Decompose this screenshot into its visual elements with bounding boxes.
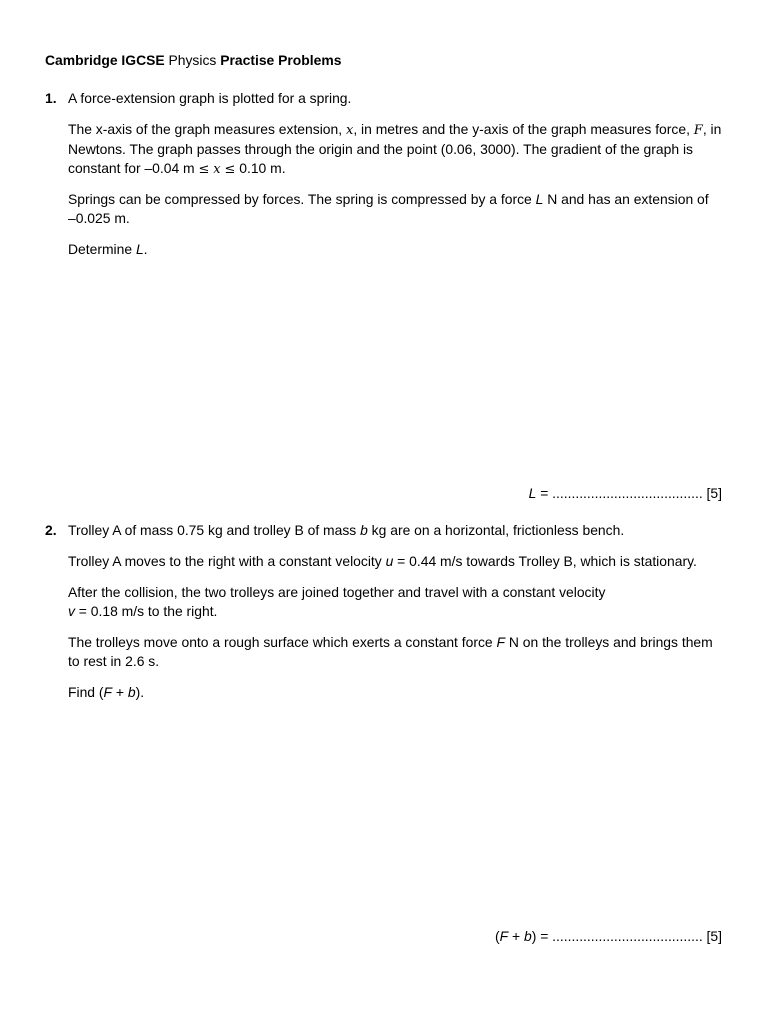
question-1-number: 1. — [45, 90, 57, 106]
question-1-answer-line[interactable]: L = ....................................... [5] — [528, 485, 722, 501]
q2-p4-line2: to rest in 2.6 s. — [68, 653, 160, 669]
q1-p2-line1: The x-axis of the graph measures extension, x, in metres and the y-axis of the graph measures force, F, in — [68, 121, 722, 138]
q1-p2-line3: constant for –0.04 m ≤ x ≤ 0.10 m. — [68, 160, 286, 177]
q1-p2-line2: Newtons. The graph passes through the origin and the point (0.06, 3000). The gradient of the graph is — [68, 141, 693, 157]
question-1-compression — [68, 190, 728, 228]
question-2-velocity: Trolley A moves to the right with a constant velocity u = 0.44 m/s towards Trolley B, which is stationary. — [68, 553, 697, 569]
q1-p3-line1: Springs can be compressed by forces. The spring is compressed by a force L N and has an extension of — [68, 191, 709, 207]
question-2-number: 2. — [45, 522, 57, 538]
q2-p3-line1: After the collision, the two trolleys are joined together and travel with a constant velocity — [68, 584, 606, 600]
title-exam-board: Cambridge IGCSE — [45, 52, 165, 68]
question-2-collision — [68, 583, 728, 621]
title-doc-type: Practise Problems — [220, 52, 342, 68]
question-2-answer-line[interactable]: (F + b) = ....................................... [5] — [495, 928, 722, 944]
question-2-intro: Trolley A of mass 0.75 kg and trolley B of mass b kg are on a horizontal, frictionless bench. — [68, 522, 625, 538]
question-2-task: Find (F + b). — [68, 684, 145, 700]
q2-p4-line1: The trolleys move onto a rough surface which exerts a constant force F N on the trolleys and brings them — [68, 634, 713, 650]
question-2-friction — [68, 633, 728, 671]
title-subject: Physics — [164, 52, 221, 68]
question-1-graph-description — [68, 120, 728, 179]
question-1-task: Determine L. — [68, 241, 148, 257]
q1-p3-line2: –0.025 m. — [68, 210, 130, 226]
page-title — [45, 51, 341, 70]
q2-p3-line2: v = 0.18 m/s to the right. — [68, 603, 218, 619]
question-1-intro: A force-extension graph is plotted for a spring. — [68, 90, 352, 106]
